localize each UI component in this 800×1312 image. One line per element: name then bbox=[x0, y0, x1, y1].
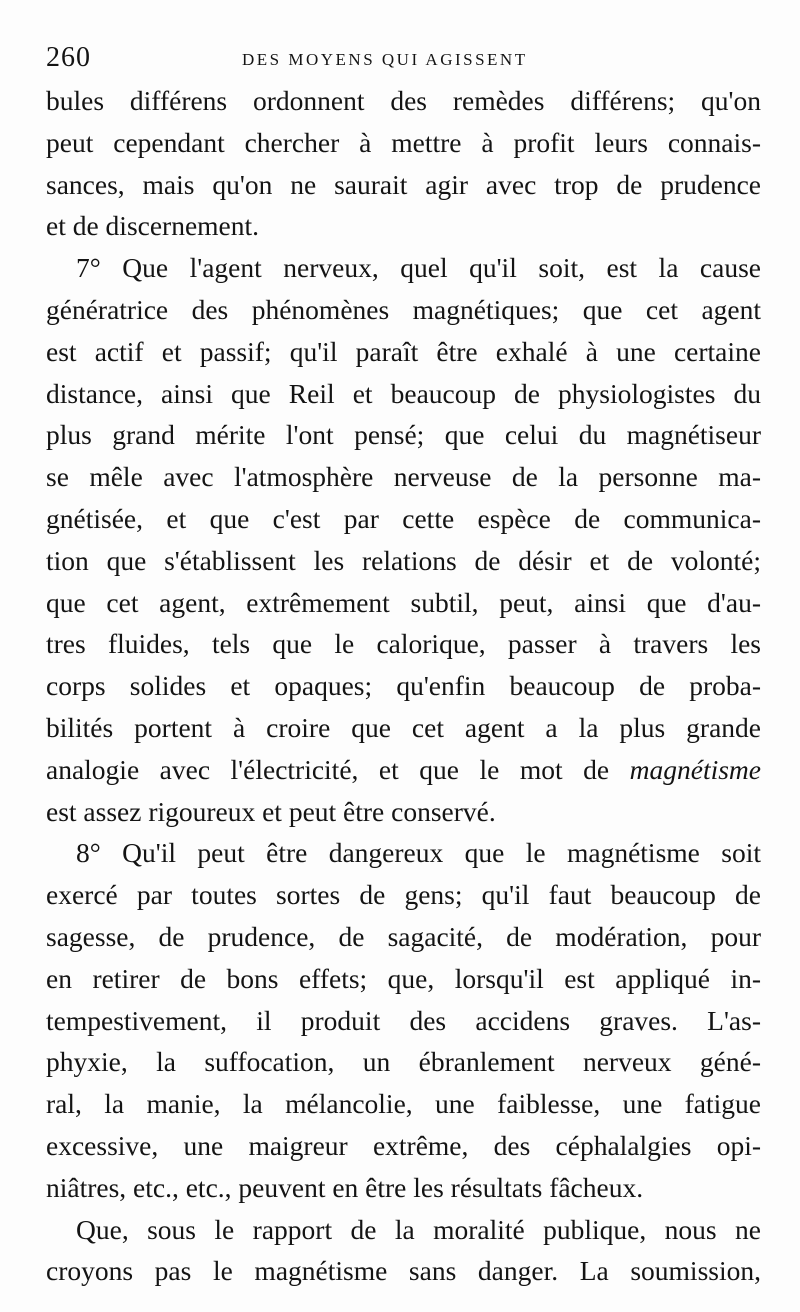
body-text bbox=[46, 80, 761, 1292]
text-line: excessive, une maigreur extrême, des céphalalgies opi- bbox=[46, 1129, 761, 1161]
text-line: exercé par toutes sortes de gens; qu'il faut beaucoup de bbox=[46, 879, 761, 911]
text-line: tion que s'établissent les relations de désir et de volonté; bbox=[46, 544, 761, 576]
text-line: est assez rigoureux et peut être conservé. bbox=[46, 795, 496, 827]
text-line: et de discernement. bbox=[46, 210, 260, 242]
text-line: peut cependant chercher à mettre à profit leurs connais- bbox=[46, 126, 761, 158]
text-line: ral, la manie, la mélancolie, une faiblesse, une fatigue bbox=[46, 1088, 761, 1120]
text-line: est actif et passif; qu'il paraît être exhalé à une certaine bbox=[46, 335, 761, 367]
text-line: que cet agent, extrêmement subtil, peut, ainsi que d'au- bbox=[46, 586, 761, 618]
page-number: 260 bbox=[46, 42, 91, 73]
paragraph-start: Que, sous le rapport de la moralité publique, nous ne bbox=[76, 1213, 761, 1245]
text-line: sances, mais qu'on ne saurait agir avec trop de prudence bbox=[46, 168, 761, 200]
text-line: bules différens ordonnent des remèdes différens; qu'on bbox=[46, 85, 761, 116]
italic-word: magnétisme bbox=[629, 753, 761, 785]
text-line: se mêle avec l'atmosphère nerveuse de la personne ma- bbox=[46, 461, 761, 493]
text-line-with-italic bbox=[46, 749, 761, 791]
text-line: gnétisée, et que c'est par cette espèce de communica- bbox=[46, 502, 761, 534]
text-line: tres fluides, tels que le calorique, passer à travers les bbox=[46, 628, 761, 660]
text-line: distance, ainsi que Reil et beaucoup de physiologistes du bbox=[46, 377, 761, 409]
text-line: sagesse, de prudence, de sagacité, de modération, pour bbox=[46, 920, 761, 952]
running-head: DES MOYENS QUI AGISSENT bbox=[242, 50, 528, 69]
text-line-segment: analogie avec l'électricité, et que le mot de bbox=[46, 753, 610, 785]
text-line: tempestivement, il produit des accidens graves. L'as- bbox=[46, 1004, 761, 1036]
text-line: corps solides et opaques; qu'enfin beaucoup de proba- bbox=[46, 670, 761, 702]
text-line: phyxie, la suffocation, un ébranlement nerveux géné- bbox=[46, 1046, 761, 1078]
text-line: génératrice des phénomènes magnétiques; que cet agent bbox=[46, 293, 761, 325]
text-line: plus grand mérite l'ont pensé; que celui du magnétiseur bbox=[46, 419, 761, 451]
page-header bbox=[46, 38, 761, 78]
paragraph-8-start: 8° Qu'il peut être dangereux que le magnétisme soit bbox=[76, 837, 761, 869]
text-line: niâtres, etc., etc., peuvent en être les résultats fâcheux. bbox=[46, 1171, 644, 1203]
text-line: bilités portent à croire que cet agent a la plus grande bbox=[46, 711, 761, 743]
text-line: en retirer de bons effets; que, lorsqu'il est appliqué in- bbox=[46, 962, 761, 994]
text-line: croyons pas le magnétisme sans danger. La soumission, bbox=[46, 1255, 761, 1287]
paragraph-7-start: 7° Que l'agent nerveux, quel qu'il soit, est la cause bbox=[76, 252, 761, 284]
